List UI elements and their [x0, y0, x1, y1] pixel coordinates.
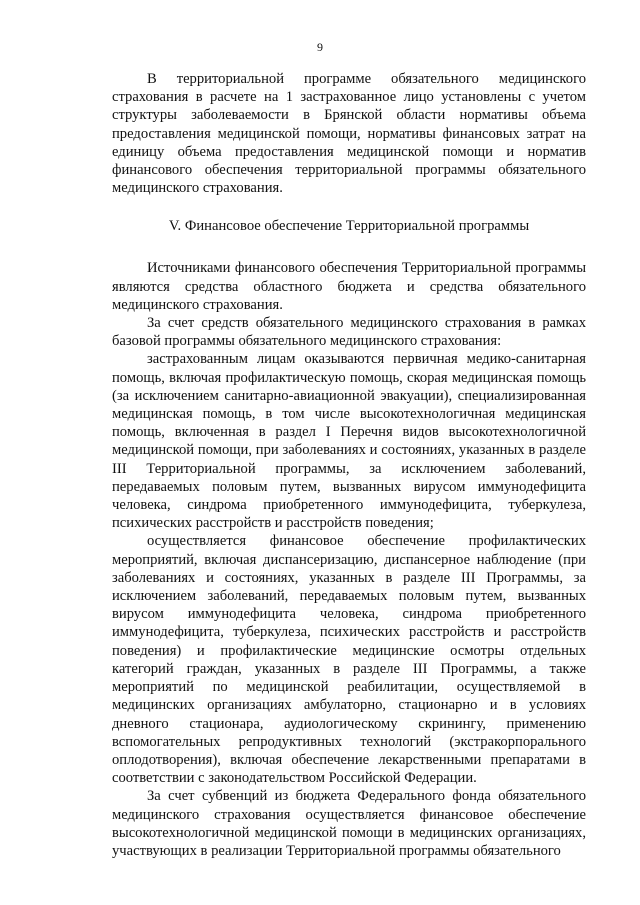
- page-number: 9: [317, 40, 323, 54]
- paragraph-federal-subventions: За счет субвенций из бюджета Федерального фонда обязательного медицинского страхования осуществляется финансовое обеспечение высокотехнологичной медицинской помощи в медицинских организациях, участвующих в реализации Территориальной программы обязательного: [112, 788, 586, 859]
- paragraph-preventive-measures: осуществляется финансовое обеспечение профилактических мероприятий, включая диспансеризацию, диспансерное наблюдение (при заболеваниях и состояниях, указанных в разделе III Программы, за исключением заболеваний, передаваемых половым путем, вызванных вирусом иммунодефицита человека, синдрома приобретенного иммунодефицита, туберкулеза, психических расстройств и расстройств поведения) и профилактические медицинские осмотры отдельных категорий граждан, указанных в разделе III Программы, а также мероприятий по медицинской реабилитации, осуществляемой в медицинских организациях амбулаторно, стационарно и в условиях дневного стационара, аудиологическому скринингу, применению вспомогательных репродуктивных технологий (экстракорпорального оплодотворения), включая обеспечение лекарственными препаратами в соответствии с законодательством Российской Федерации.: [112, 533, 586, 787]
- intro-paragraph: В территориальной программе обязательного медицинского страхования в расчете на 1 застрахованное лицо установлены с учетом структуры заболеваемости в Брянской области нормативы объема предоставления медицинской помощи, нормативы финансовых затрат на единицу объема предоставления медицинской помощи и норматив финансового обеспечения территориальной программы обязательного медицинского страхования.: [112, 71, 586, 197]
- paragraph-funding-sources: Источниками финансового обеспечения Территориальной программы являются средства областного бюджета и средства обязательного медицинского страхования.: [112, 260, 586, 313]
- paragraph-insured-persons-care: застрахованным лицам оказываются первичная медико-санитарная помощь, включая профилактическую помощь, скорая медицинская помощь (за исключением санитарно-авиационной эвакуации), специализированная медицинская помощь, в том числе высокотехнологичная медицинская помощь, включенная в раздел I Перечня видов высокотехнологичной медицинской помощи, при заболеваниях и состояниях, указанных в разделе III Территориальной программы, за исключением заболеваний, передаваемых половым путем, вызванных вирусом иммунодефицита человека, синдрома приобретенного иммунодефицита, туберкулеза, психических расстройств и расстройств поведения;: [112, 351, 586, 532]
- section-heading: V. Финансовое обеспечение Территориальной программы: [168, 218, 530, 235]
- paragraph-oms-basic-program: За счет средств обязательного медицинского страхования в рамках базовой программы обязательного медицинского страхования:: [112, 315, 586, 350]
- document-body: [112, 70, 586, 860]
